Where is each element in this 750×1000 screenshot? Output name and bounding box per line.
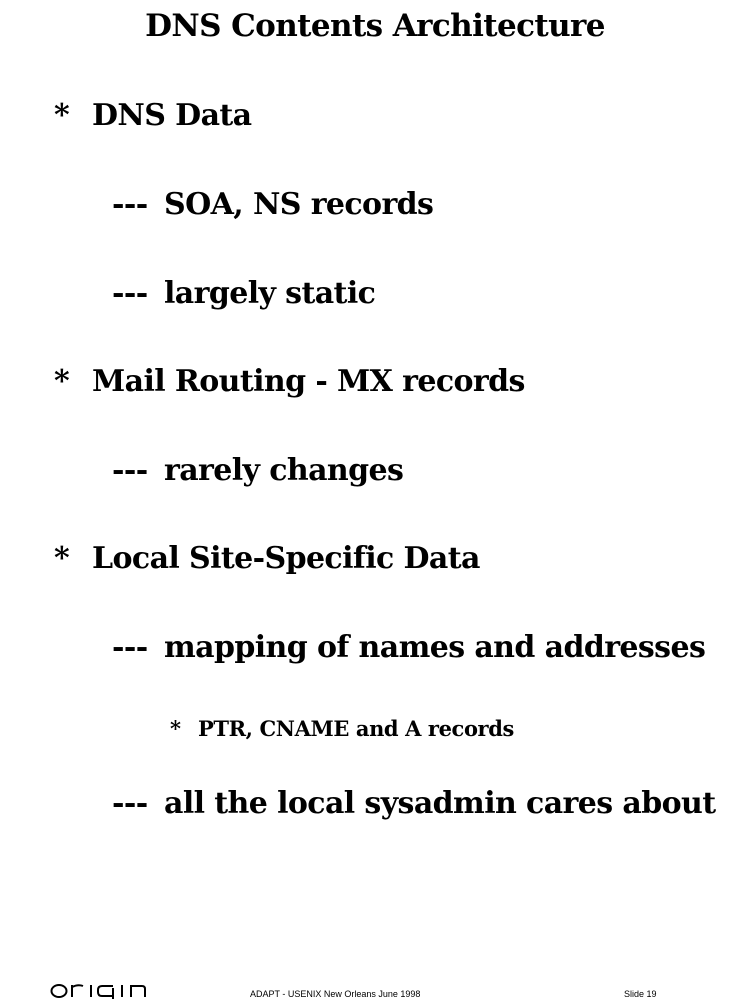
sub-bullet-marker: ---	[112, 630, 148, 665]
bullet-text: Mail Routing - MX records	[92, 364, 525, 399]
bullet-text: Local Site-Specific Data	[92, 541, 480, 576]
sub-bullet-text: all the local sysadmin cares about	[164, 786, 716, 821]
origin-logo	[50, 978, 170, 1000]
slide-title: DNS Contents Architecture	[145, 8, 605, 44]
slide-footer	[0, 978, 750, 1000]
sub-bullet-text: largely static	[164, 276, 376, 311]
sub-bullet-text: rarely changes	[164, 453, 404, 488]
sub-bullet-text: SOA, NS records	[164, 187, 434, 222]
sub-bullet-text: mapping of names and addresses	[164, 630, 706, 665]
sub-bullet-marker: ---	[112, 453, 148, 488]
sub-bullet-marker: ---	[112, 276, 148, 311]
sub-bullet-marker: ---	[112, 187, 148, 222]
footer-slide-number: Slide 19	[624, 989, 657, 999]
bullet-marker: *	[54, 541, 70, 576]
sub-sub-bullet-text: PTR, CNAME and A records	[198, 716, 514, 741]
bullet-text: DNS Data	[92, 98, 252, 133]
bullet-marker: *	[54, 364, 70, 399]
sub-bullet-marker: ---	[112, 786, 148, 821]
footer-event: ADAPT - USENIX New Orleans June 1998	[250, 989, 421, 999]
sub-sub-bullet-marker: *	[170, 716, 181, 741]
bullet-marker: *	[54, 98, 70, 133]
